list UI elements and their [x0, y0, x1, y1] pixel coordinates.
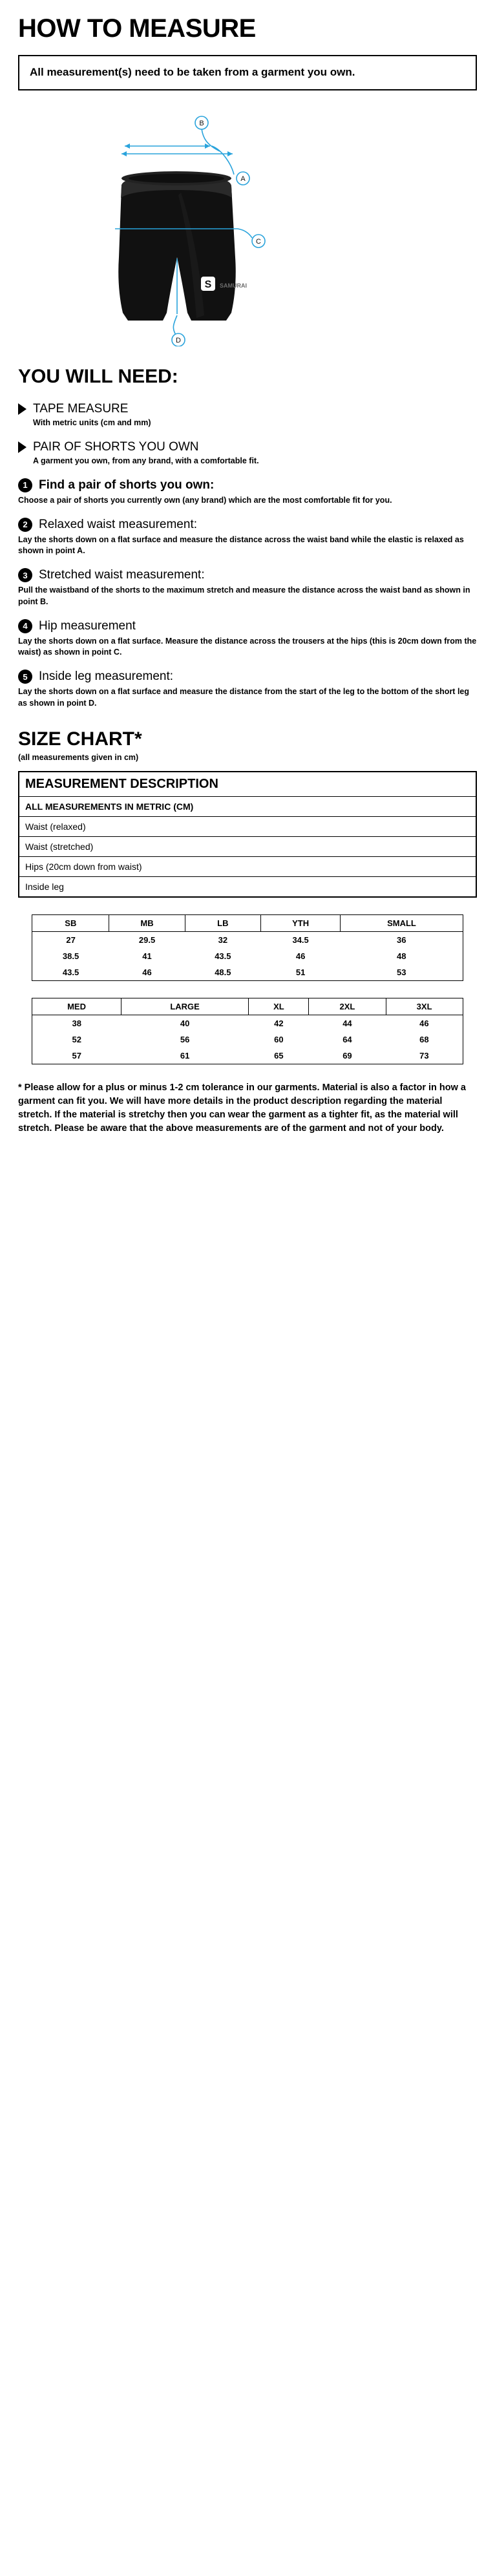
- column-header: YTH: [261, 914, 341, 931]
- svg-text:B: B: [199, 119, 204, 127]
- cell: 53: [341, 964, 463, 981]
- step-number: 5: [18, 670, 32, 684]
- cell: 36: [341, 931, 463, 948]
- triangle-bullet-icon: [18, 403, 26, 415]
- cell: 44: [309, 1015, 386, 1031]
- column-header: SB: [32, 914, 109, 931]
- shorts-measurement-diagram: [18, 107, 477, 346]
- need-item-shorts: [18, 440, 477, 467]
- svg-text:D: D: [176, 336, 181, 344]
- need-item-title: TAPE MEASURE: [33, 401, 129, 416]
- step-5: [18, 670, 477, 709]
- cell: 42: [249, 1015, 309, 1031]
- column-header: MED: [32, 998, 121, 1015]
- table-row: [32, 1015, 463, 1031]
- cell: 73: [386, 1048, 463, 1064]
- measurement-callout: All measurement(s) need to be taken from a garment you own.: [18, 55, 477, 90]
- table-row: [32, 1031, 463, 1048]
- table-row: Waist (relaxed): [19, 816, 476, 836]
- svg-text:S: S: [204, 279, 212, 290]
- need-item-title: PAIR OF SHORTS YOU OWN: [33, 439, 199, 454]
- page-title: HOW TO MEASURE: [18, 14, 256, 43]
- step-title: Relaxed waist measurement:: [39, 517, 197, 531]
- table-subheader: ALL MEASUREMENTS IN METRIC (CM): [19, 796, 476, 816]
- size-chart-note: (all measurements given in cm): [18, 752, 139, 762]
- tolerance-footnote: * Please allow for a plus or minus 1-2 cm tolerance in our garments. Material is also a factor in how a garment can fit you. We will have more details in the product description regarding the material stretch. If the material is stretchy then you can wear the garment as a tighter fit, as the material will stretch. Please be aware that the above measurements are of the garment and not of your body.: [18, 1082, 466, 1134]
- table-row: [32, 931, 463, 948]
- cell: 52: [32, 1031, 121, 1048]
- column-header: LB: [185, 914, 260, 931]
- need-item-sub: With metric units (cm and mm): [33, 417, 151, 427]
- size-chart-heading: SIZE CHART*: [18, 728, 142, 750]
- need-item-sub: A garment you own, from any brand, with a comfortable fit.: [33, 456, 259, 465]
- cell: 68: [386, 1031, 463, 1048]
- svg-text:C: C: [256, 237, 261, 246]
- step-1: [18, 478, 477, 506]
- cell: 64: [342, 1034, 352, 1044]
- cell: 56: [180, 1034, 190, 1044]
- step-title: Inside leg measurement:: [39, 670, 174, 684]
- cell: 32: [185, 931, 260, 948]
- cell: 51: [261, 964, 341, 981]
- table-row: Inside leg: [25, 881, 64, 892]
- step-3: [18, 568, 477, 607]
- cell: 38: [32, 1015, 121, 1031]
- cell: 46: [295, 951, 306, 961]
- step-number: 2: [18, 518, 32, 532]
- step-body: Lay the shorts down on a flat surface and measure the distance across the waist band while the elastic is relaxed as shown in point A.: [18, 534, 464, 556]
- table-row: Waist (stretched): [19, 836, 476, 856]
- cell: 27: [32, 931, 109, 948]
- size-table-youth: [32, 914, 463, 981]
- cell: 48: [341, 948, 463, 964]
- table-row: [32, 964, 463, 981]
- step-title: Hip measurement: [39, 618, 136, 633]
- table-header: MEASUREMENT DESCRIPTION: [19, 772, 476, 797]
- column-header: SMALL: [341, 914, 463, 931]
- step-2: [18, 518, 477, 557]
- cell: 29.5: [109, 931, 185, 948]
- svg-text:A: A: [240, 174, 246, 183]
- need-item-tape-measure: [18, 402, 477, 428]
- cell: 41: [142, 951, 152, 961]
- step-number: 3: [18, 568, 32, 582]
- step-body: Choose a pair of shorts you currently own (any brand) which are the most comfortable fit for you.: [18, 495, 392, 505]
- cell: 57: [32, 1048, 121, 1064]
- column-header: MB: [109, 914, 185, 931]
- triangle-bullet-icon: [18, 441, 26, 453]
- cell: 69: [309, 1048, 386, 1064]
- measurement-description-table: [18, 771, 477, 898]
- table-row: [32, 1048, 463, 1064]
- cell: 46: [109, 964, 185, 981]
- step-title: Stretched waist measurement:: [39, 568, 205, 582]
- step-number: 4: [18, 619, 32, 633]
- cell: 61: [121, 1048, 249, 1064]
- column-header: 2XL: [309, 998, 386, 1015]
- cell: 38.5: [32, 948, 109, 964]
- cell: 65: [249, 1048, 309, 1064]
- svg-text:SAMURAI: SAMURAI: [220, 282, 247, 289]
- table-row: [32, 948, 463, 964]
- step-title: Find a pair of shorts you own:: [39, 478, 215, 492]
- step-body: Pull the waistband of the shorts to the maximum stretch and measure the distance across the waist band as shown in point B.: [18, 586, 470, 606]
- cell: 48.5: [185, 964, 260, 981]
- how-to-measure-page: [0, 14, 495, 1161]
- step-number: 1: [18, 478, 32, 492]
- cell: 60: [274, 1034, 284, 1044]
- cell: 40: [121, 1015, 249, 1031]
- cell: 43.5: [32, 964, 109, 981]
- you-will-need-heading: YOU WILL NEED:: [18, 365, 178, 387]
- cell: 46: [386, 1015, 463, 1031]
- column-header: XL: [249, 998, 309, 1015]
- size-table-adult: [32, 998, 463, 1064]
- column-header: 3XL: [386, 998, 463, 1015]
- cell: 34.5: [261, 931, 341, 948]
- step-4: [18, 619, 477, 659]
- column-header: LARGE: [121, 998, 249, 1015]
- step-body: Lay the shorts down on a flat surface and measure the distance from the start of the leg to the bottom of the short leg as shown in point D.: [18, 687, 470, 708]
- table-row: Hips (20cm down from waist): [19, 856, 476, 876]
- cell: 43.5: [215, 951, 231, 961]
- step-body: Lay the shorts down on a flat surface. Measure the distance across the trousers at the hips (this is 20cm down from the waist) as shown in point C.: [18, 636, 477, 657]
